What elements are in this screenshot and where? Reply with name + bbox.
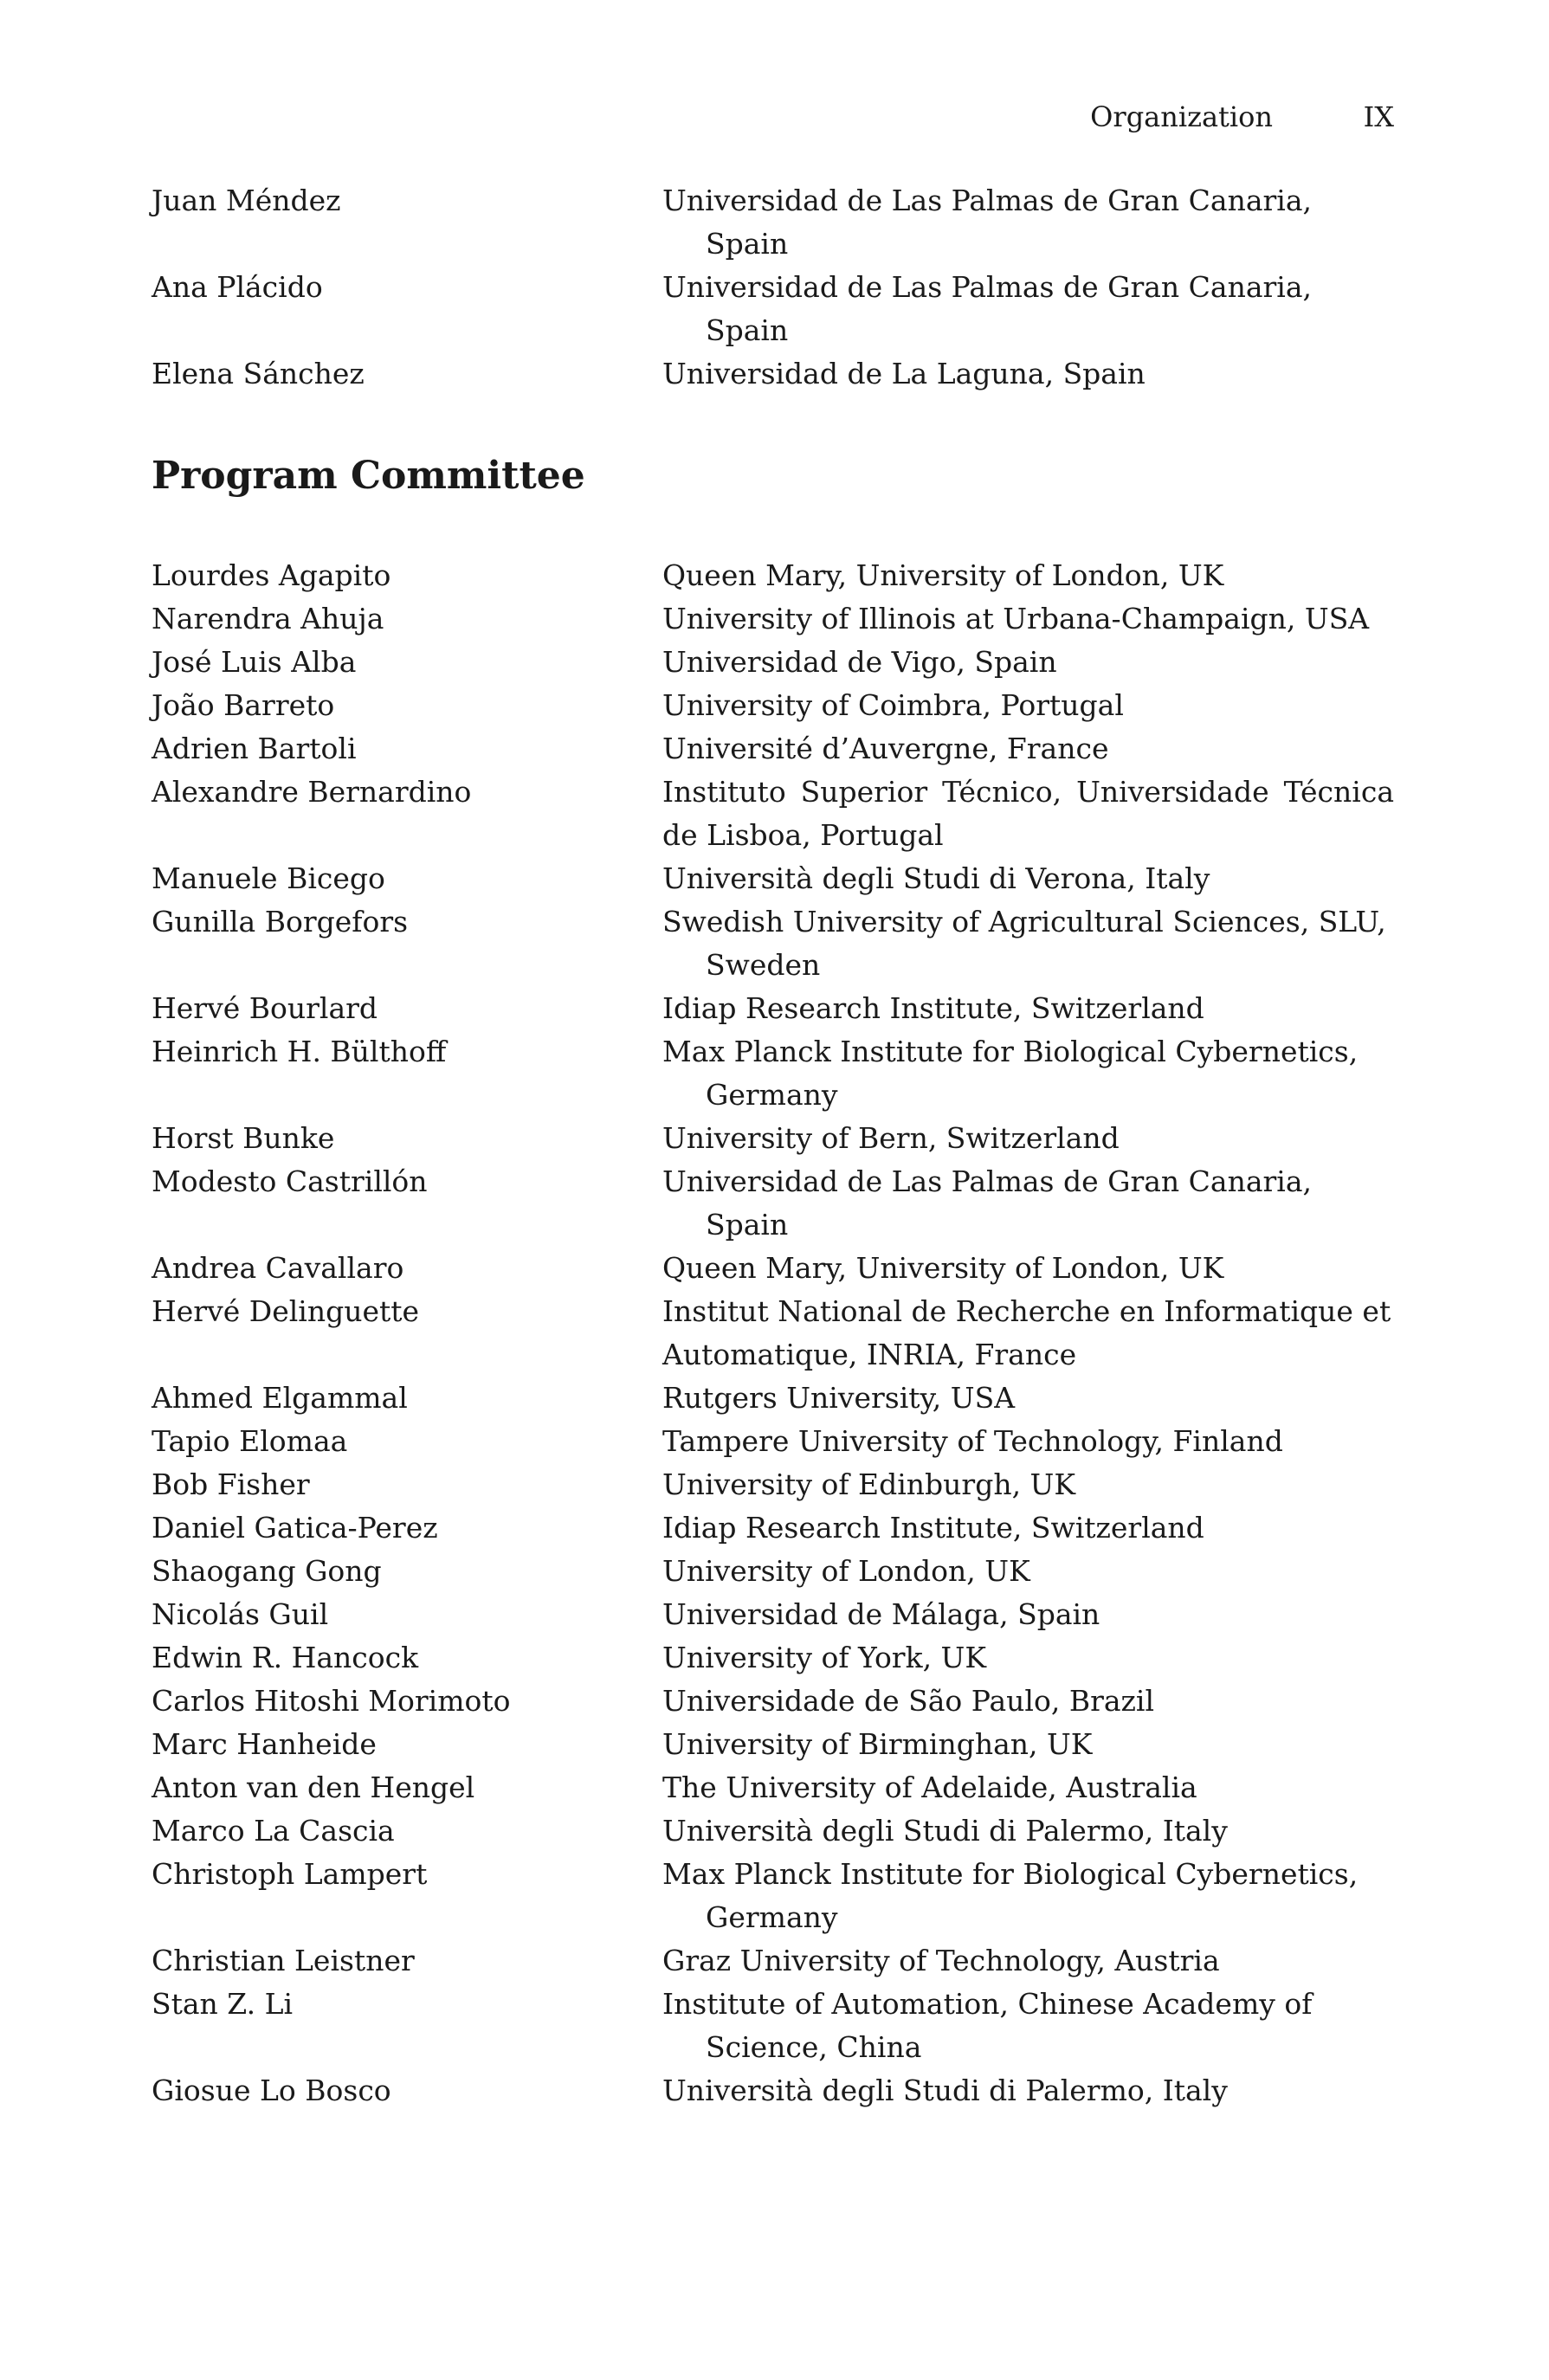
member-name: Adrien Bartoli <box>152 732 357 765</box>
list-item <box>152 641 1394 684</box>
list-item <box>152 1290 1394 1377</box>
list-item <box>152 987 1394 1030</box>
list-item <box>152 1680 1394 1723</box>
member-affiliation: Università degli Studi di Palermo, Italy <box>662 2074 1228 2107</box>
running-header-section: Organization <box>1090 100 1273 133</box>
organization-list <box>152 179 1394 396</box>
list-item <box>152 1463 1394 1506</box>
member-affiliation: Universidad de Las Palmas de Gran Canaria, Spain <box>662 1164 1313 1242</box>
member-affiliation: University of Illinois at Urbana-Champaign, USA <box>662 602 1370 635</box>
list-item <box>152 1636 1394 1680</box>
member-name: Horst Bunke <box>152 1121 335 1155</box>
member-name: Marc Hanheide <box>152 1727 377 1761</box>
member-name: Hervé Delinguette <box>152 1294 420 1328</box>
section-heading: Program Committee <box>152 454 585 498</box>
member-affiliation: Rutgers University, USA <box>662 1381 1016 1415</box>
list-item <box>152 352 1394 396</box>
member-affiliation: Université d’Auvergne, France <box>662 732 1109 765</box>
member-affiliation: Università degli Studi di Verona, Italy <box>662 861 1210 895</box>
member-name: Shaogang Gong <box>152 1554 382 1588</box>
member-name: Carlos Hitoshi Morimoto <box>152 1684 511 1718</box>
member-name: Andrea Cavallaro <box>152 1251 404 1285</box>
list-item <box>152 1723 1394 1766</box>
running-header <box>152 95 1394 139</box>
list-item <box>152 1550 1394 1593</box>
member-affiliation: Queen Mary, University of London, UK <box>662 558 1224 592</box>
member-affiliation: Universidad de Las Palmas de Gran Canaria, Spain <box>662 270 1313 347</box>
member-affiliation: Università degli Studi di Palermo, Italy <box>662 1814 1228 1848</box>
member-affiliation: Universidad de La Laguna, Spain <box>662 357 1146 390</box>
member-affiliation: Idiap Research Institute, Switzerland <box>662 1511 1204 1545</box>
member-affiliation: Universidad de Las Palmas de Gran Canaria, Spain <box>662 184 1313 261</box>
member-affiliation: Institut National de Recherche en Informatique et Automatique, INRIA, France <box>662 1294 1391 1371</box>
list-item <box>152 1809 1394 1853</box>
member-affiliation: Graz University of Technology, Austria <box>662 1944 1220 1977</box>
member-affiliation: University of Edinburgh, UK <box>662 1467 1076 1501</box>
list-item <box>152 1506 1394 1550</box>
member-name: Ahmed Elgammal <box>152 1381 408 1415</box>
list-item <box>152 1766 1394 1809</box>
program-committee-list <box>152 554 1394 2112</box>
member-affiliation: Instituto Superior Técnico, Universidade Técnica de Lisboa, Portugal <box>662 775 1394 852</box>
member-name: José Luis Alba <box>152 645 357 679</box>
list-item <box>152 1247 1394 1290</box>
member-name: Modesto Castrillón <box>152 1164 428 1198</box>
member-name: Juan Méndez <box>152 184 341 217</box>
member-name: Anton van den Hengel <box>152 1770 475 1804</box>
list-item <box>152 1983 1394 2069</box>
member-affiliation: Universidad de Málaga, Spain <box>662 1597 1100 1631</box>
page-number: IX <box>1363 100 1394 133</box>
list-item <box>152 771 1394 857</box>
member-affiliation: Idiap Research Institute, Switzerland <box>662 991 1204 1025</box>
list-item <box>152 857 1394 900</box>
member-name: Lourdes Agapito <box>152 558 391 592</box>
list-item <box>152 1420 1394 1463</box>
list-item <box>152 597 1394 641</box>
member-name: Bob Fisher <box>152 1467 310 1501</box>
list-item <box>152 179 1394 266</box>
member-name: Giosue Lo Bosco <box>152 2074 391 2107</box>
member-affiliation: Universidade de São Paulo, Brazil <box>662 1684 1155 1718</box>
list-item <box>152 1160 1394 1247</box>
member-affiliation: Max Planck Institute for Biological Cybernetics, Germany <box>662 1035 1359 1112</box>
list-item <box>152 900 1394 987</box>
member-affiliation: Max Planck Institute for Biological Cybernetics, Germany <box>662 1857 1359 1934</box>
member-name: Hervé Bourlard <box>152 991 378 1025</box>
member-affiliation: University of Birminghan, UK <box>662 1727 1093 1761</box>
member-name: João Barreto <box>152 688 335 722</box>
member-name: Heinrich H. Bülthoff <box>152 1035 447 1068</box>
list-item <box>152 266 1394 352</box>
list-item <box>152 1593 1394 1636</box>
member-affiliation: University of York, UK <box>662 1641 987 1674</box>
list-item <box>152 1853 1394 1939</box>
member-name: Marco La Cascia <box>152 1814 395 1848</box>
member-name: Ana Plácido <box>152 270 323 304</box>
member-name: Alexandre Bernardino <box>152 775 472 809</box>
member-name: Elena Sánchez <box>152 357 365 390</box>
member-affiliation: University of Coimbra, Portugal <box>662 688 1124 722</box>
member-name: Stan Z. Li <box>152 1987 294 2021</box>
member-name: Christoph Lampert <box>152 1857 428 1891</box>
member-name: Edwin R. Hancock <box>152 1641 419 1674</box>
member-name: Daniel Gatica-Perez <box>152 1511 438 1545</box>
member-name: Nicolás Guil <box>152 1597 329 1631</box>
member-affiliation: University of Bern, Switzerland <box>662 1121 1120 1155</box>
member-affiliation: Tampere University of Technology, Finland <box>662 1424 1283 1458</box>
member-affiliation: Universidad de Vigo, Spain <box>662 645 1057 679</box>
list-item <box>152 2069 1394 2112</box>
member-affiliation: Institute of Automation, Chinese Academy of Science, China <box>662 1987 1313 2064</box>
list-item <box>152 1030 1394 1117</box>
member-name: Christian Leistner <box>152 1944 415 1977</box>
list-item <box>152 1377 1394 1420</box>
member-name: Manuele Bicego <box>152 861 385 895</box>
list-item <box>152 727 1394 771</box>
member-affiliation: Swedish University of Agricultural Sciences, SLU, Sweden <box>662 905 1386 982</box>
member-affiliation: University of London, UK <box>662 1554 1030 1588</box>
list-item <box>152 554 1394 597</box>
list-item <box>152 1117 1394 1160</box>
list-item <box>152 684 1394 727</box>
member-name: Tapio Elomaa <box>152 1424 348 1458</box>
member-affiliation: Queen Mary, University of London, UK <box>662 1251 1224 1285</box>
member-name: Gunilla Borgefors <box>152 905 409 938</box>
member-name: Narendra Ahuja <box>152 602 384 635</box>
list-item <box>152 1939 1394 1983</box>
member-affiliation: The University of Adelaide, Australia <box>662 1770 1197 1804</box>
